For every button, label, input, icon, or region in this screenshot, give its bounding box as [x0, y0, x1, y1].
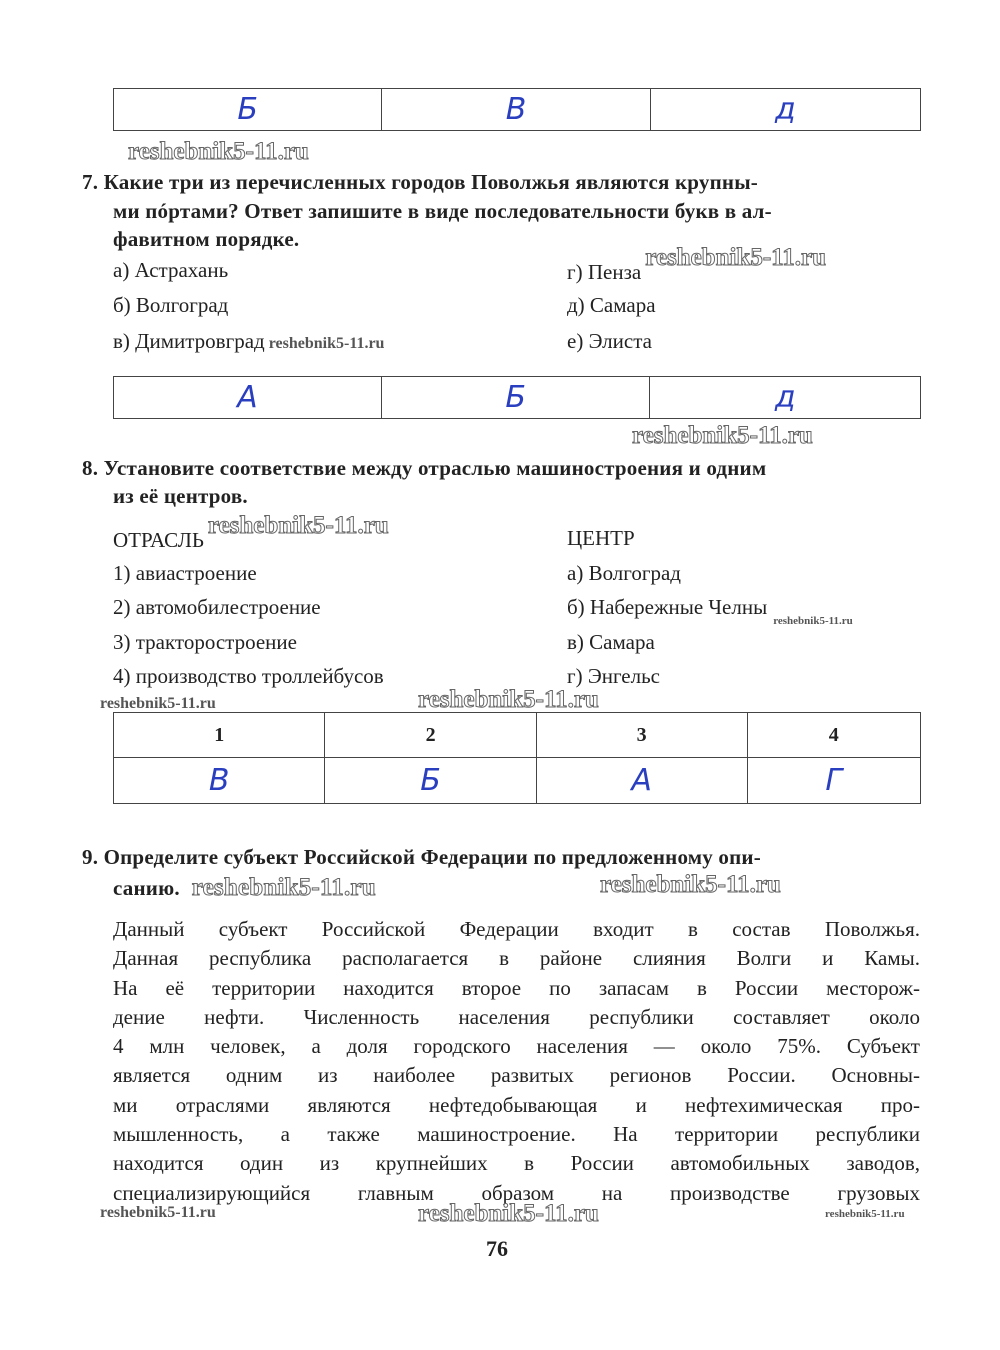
q9-line-row — [113, 874, 376, 902]
watermark: reshebnik5-11.ru — [773, 615, 853, 627]
watermark: reshebnik5-11.ru — [100, 695, 216, 712]
paragraph-line: На её территории находится второе по запасам в России месторож- — [113, 975, 920, 1000]
answer-cell: В — [382, 89, 650, 131]
watermark: reshebnik5-11.ru — [632, 422, 813, 449]
paragraph-line: специализирующийся главным образом на производстве грузовых — [113, 1180, 920, 1205]
column-header: 1 — [114, 713, 325, 758]
q7-answer-table — [113, 376, 921, 419]
answer-cell: Б — [114, 89, 382, 131]
q9-line: санию. — [113, 876, 180, 900]
q7-line: ми пóртами? Ответ запишите в виде последовательности букв в ал- — [113, 199, 772, 223]
q9-line: 9. Определите субъект Российской Федерации по предложенному опи- — [82, 845, 761, 869]
paragraph-line: находится один из крупнейших в России автомобильных заводов, — [113, 1151, 920, 1176]
paragraph-line: Данная республика располагается в районе слияния Волги и Камы. — [113, 946, 920, 971]
q7-option: е) Элиста — [567, 329, 652, 353]
q7-option: в) Димитровград — [113, 329, 265, 353]
paragraph-line: Данный субъект Российской Федерации входит в состав Поволжья. — [113, 917, 920, 941]
watermark: reshebnik5-11.ru — [645, 244, 827, 271]
q8-left-item: 3) тракторостроение — [113, 630, 297, 654]
q7-option: б) Волгоград — [113, 293, 229, 317]
watermark: reshebnik5-11.ru — [418, 686, 599, 713]
answer-cell: Б — [325, 758, 536, 804]
watermark: reshebnik5-11.ru — [100, 1204, 216, 1221]
q8-answer-table — [113, 712, 921, 804]
q8-left-item: 2) автомобилестроение — [113, 595, 321, 619]
q8-left-header: ОТРАСЛЬ — [113, 528, 204, 552]
paragraph-line: мышленность, а также машиностроение. На территории республики — [113, 1122, 920, 1147]
answer-cell: А — [536, 758, 747, 804]
column-header: 3 — [536, 713, 747, 758]
q7-option: а) Астрахань — [113, 258, 229, 282]
watermark: reshebnik5-11.ru — [825, 1208, 905, 1220]
column-header: 4 — [747, 713, 920, 758]
q8-right-item: а) Волгоград — [567, 561, 681, 585]
paragraph-line: является одним из наиболее развитых регионов России. Основны- — [113, 1063, 920, 1088]
watermark: reshebnik5-11.ru — [268, 335, 385, 352]
answer-table-prev — [113, 88, 921, 131]
q7-option: г) Пенза — [567, 260, 642, 284]
q8-right-header: ЦЕНТР — [567, 526, 635, 550]
answer-cell: А — [114, 377, 382, 419]
paragraph-line: 4 млн человек, а доля городского населения — около 75%. Субъект — [113, 1034, 920, 1059]
answer-cell: Г — [747, 758, 920, 804]
watermark: reshebnik5-11.ru — [191, 874, 376, 901]
q7-option-row — [567, 244, 827, 286]
paragraph-line: ми отраслями являются нефтедобывающая и нефтехимическая про- — [113, 1092, 920, 1117]
answer-cell: д — [650, 89, 920, 131]
watermark: reshebnik5-11.ru — [128, 138, 309, 165]
watermark: reshebnik5-11.ru — [207, 512, 389, 539]
q8-right-item: г) Энгельс — [567, 664, 660, 688]
q8-line: 8. Установите соответствие между отраслью машиностроения и одним — [82, 456, 767, 480]
q8-left-item: 1) авиастроение — [113, 561, 257, 585]
q9-description — [113, 915, 920, 1208]
q7-line: фавитном порядке. — [113, 227, 300, 251]
q8-right-item: в) Самара — [567, 630, 655, 654]
q8-line: из её центров. — [113, 484, 248, 508]
answer-cell: В — [114, 758, 325, 804]
column-header: 2 — [325, 713, 536, 758]
q8-right-item: б) Набережные Челны — [567, 595, 768, 619]
paragraph-line: дение нефти. Численность населения республики составляет около — [113, 1004, 920, 1029]
watermark: reshebnik5-11.ru — [418, 1200, 599, 1227]
page-number: 76 — [486, 1236, 508, 1261]
q8-left-header-row — [113, 512, 389, 554]
q7-line: 7. Какие три из перечисленных городов Поволжья являются крупны- — [82, 170, 758, 194]
q8-right-item-row — [567, 595, 853, 627]
watermark: reshebnik5-11.ru — [600, 871, 781, 898]
answer-cell: д — [650, 377, 921, 419]
q7-option-row — [113, 329, 384, 354]
q8-left-item: 4) производство троллейбусов — [113, 664, 384, 688]
q7-option: д) Самара — [567, 293, 656, 317]
answer-cell: Б — [381, 377, 650, 419]
